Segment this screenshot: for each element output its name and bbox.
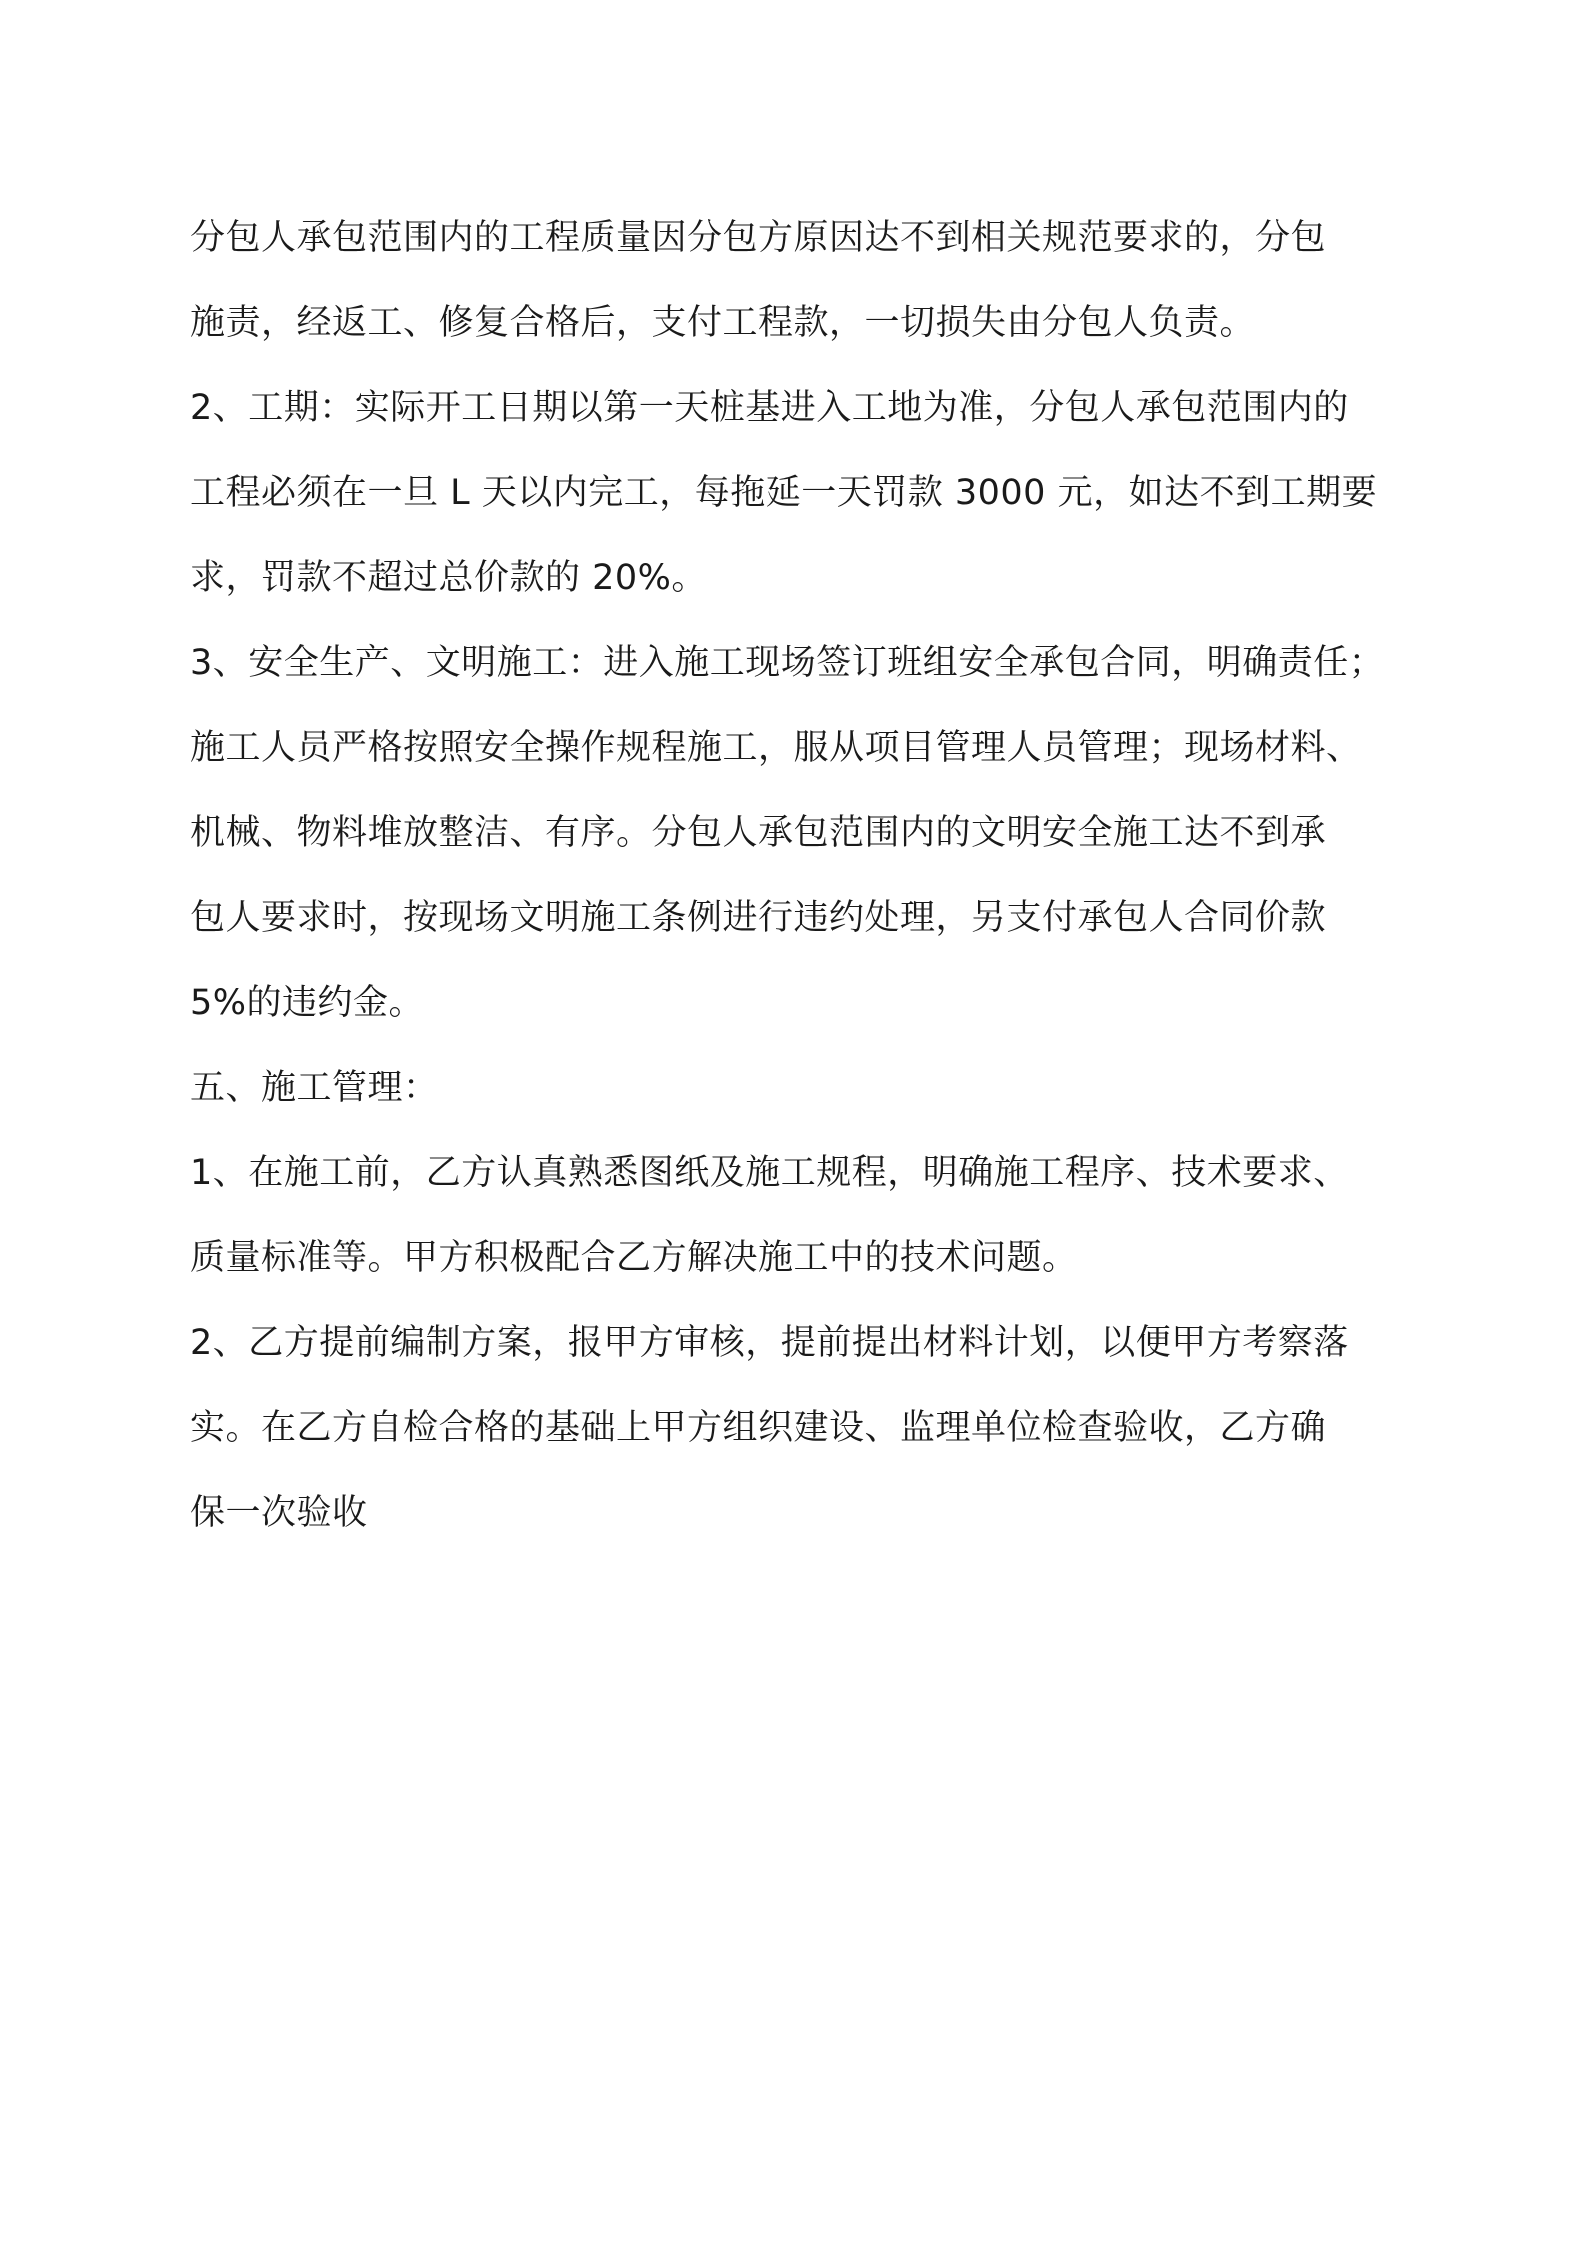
text-line: 5%的违约金。	[190, 983, 425, 1023]
text-line: 包人要求时，按现场文明施工条例进行违约处理，另支付承包人合同价款	[190, 898, 1327, 938]
text-line: 施工人员严格按照安全操作规程施工，服从项目管理人员管理；现场材料、	[190, 728, 1362, 768]
text-line: 分包人承包范围内的工程质量因分包方原因达不到相关规范要求的，分包	[190, 218, 1327, 258]
text-line: 实。在乙方自检合格的基础上甲方组织建设、监理单位检查验收，乙方确	[190, 1408, 1327, 1448]
text-line: 施责，经返工、修复合格后，支付工程款，一切损失由分包人负责。	[190, 303, 1256, 343]
text-line: 机械、物料堆放整洁、有序。分包人承包范围内的文明安全施工达不到承	[190, 813, 1327, 853]
section-heading: 五、施工管理：	[190, 1068, 439, 1108]
text-line: 2、乙方提前编制方案，报甲方审核，提前提出材料计划，以便甲方考察落	[190, 1323, 1349, 1363]
text-line: 质量标准等。甲方积极配合乙方解决施工中的技术问题。	[190, 1238, 1078, 1278]
text-line: 1、在施工前，乙方认真熟悉图纸及施工规程，明确施工程序、技术要求、	[190, 1153, 1349, 1193]
text-line: 保一次验收	[190, 1493, 368, 1533]
document-body	[190, 196, 1410, 1556]
text-line: 求，罚款不超过总价款的 20%。	[190, 558, 707, 598]
text-line: 2、工期：实际开工日期以第一天桩基进入工地为准，分包人承包范围内的	[190, 388, 1349, 428]
text-line: 工程必须在一旦 L 天以内完工，每拖延一天罚款 3000 元，如达不到工期要	[190, 473, 1378, 513]
text-line: 3、安全生产、文明施工：进入施工现场签订班组安全承包合同，明确责任；	[190, 643, 1385, 683]
